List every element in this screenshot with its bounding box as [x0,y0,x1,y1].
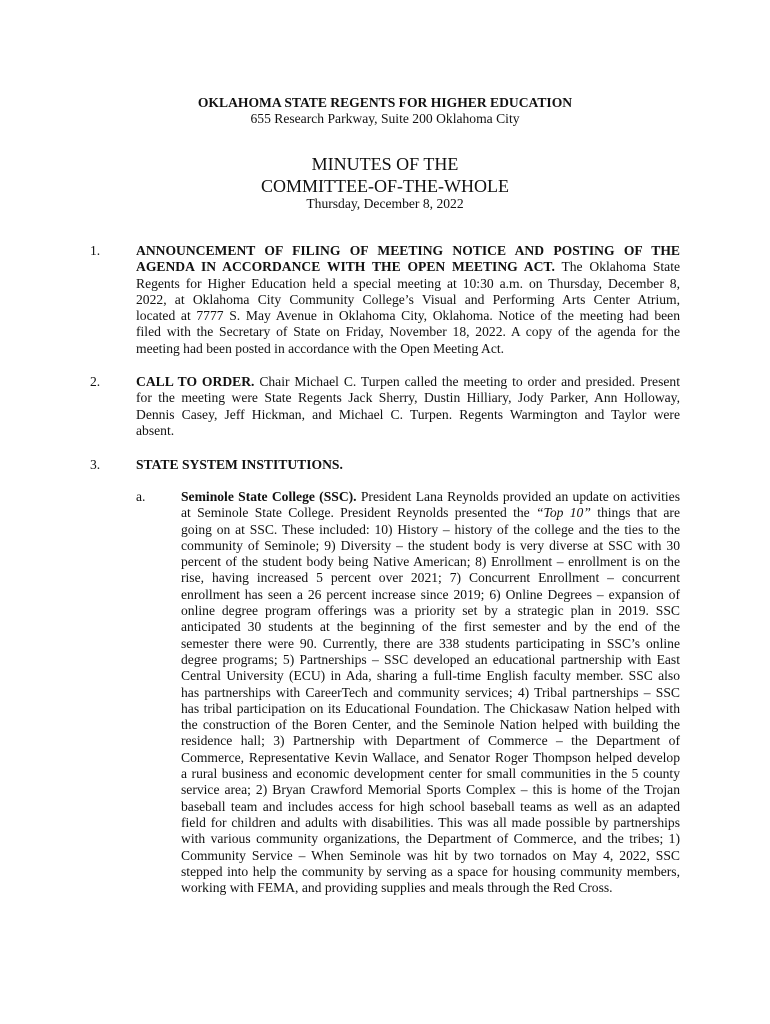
sub-item-a-line: stepped into help the community by serving as a space for housing community members, [181,863,680,879]
item-2-line: for the meeting were State Regents Jack Sherry, Dustin Hilliary, Jody Parker, Ann Holloway, [136,390,680,406]
organization-name: OKLAHOMA STATE REGENTS FOR HIGHER EDUCATION [197,95,573,110]
item-2-line: CALL TO ORDER. Chair Michael C. Turpen called the meeting to order and presided. Present [136,374,680,389]
sub-item-a-line: with various community organizations, the Department of Commerce, and the tribes; 1) [181,831,680,847]
sub-item-a-line: at Seminole State College. President Reynolds presented the “Top 10” things that are [181,505,680,521]
item-1-line: located at 7777 S. May Avenue in Oklahoma City, Oklahoma. Notice of the meeting had been [136,308,680,324]
sub-item-a-line: online degree program offerings was a priority set by a strategic plan in 2019. SSC [181,603,680,619]
sub-item-a-line: has partnerships with CareerTech and community services; 4) Tribal partnerships – SSC [181,684,680,700]
minutes-title-line1: MINUTES OF THE [311,154,459,174]
sub-item-a-line: semester there were 90. Currently, there are 338 students participating in SSC’s online [181,635,680,651]
item-1-line: filed with the Secretary of State on Friday, November 18, 2022. A copy of the agenda for the [136,324,680,340]
sub-item-a-line: community of Seminole; 9) Diversity – the student body is very diverse at SSC with 30 [181,537,680,553]
sub-item-a-paragraph [181,489,680,896]
sub-item-a-line: Community Service – When Seminole was hit by two tornados on May 4, 2022, SSC [181,847,680,863]
sub-item-a-line: Seminole State College (SSC). President Lana Reynolds provided an update on activities [181,489,680,504]
sub-item-a-line: rise, having increased 5 percent over 2021; 7) Concurrent Enrollment – concurrent [181,570,680,586]
item-number-1: 1. [90,243,101,258]
item-3-heading: STATE SYSTEM INSTITUTIONS. [136,457,343,472]
item-1-line: Regents for Higher Education held a special meeting at 10:30 a.m. on Thursday, December 8, [136,275,680,291]
sub-item-a-line: degree programs; 5) Partnerships – SSC developed an educational partnership with East [181,651,680,667]
sub-item-a-line: has tribal participation on its Educational Foundation. The Chickasaw Nation helped with [181,700,680,716]
organization-address: 655 Research Parkway, Suite 200 Oklahoma City [250,111,520,126]
sub-item-a-line: baseball team and includes access for high school baseball teams as well as an adapted [181,798,680,814]
minutes-title-line2: COMMITTEE-OF-THE-WHOLE [261,176,509,196]
sub-item-a-line: working with FEMA, and providing supplies and meals through the Red Cross. [181,880,613,896]
item-2-line: Dennis Casey, Jeff Hickman, and Michael C. Turpen. Regents Warmington and Taylor were [136,406,680,422]
item-number-2: 2. [90,374,101,389]
sub-item-letter-a: a. [136,489,146,504]
meeting-date: Thursday, December 8, 2022 [306,196,464,211]
sub-item-a-line: a rural business and economic development center for small communities in the 5 county [181,766,680,782]
item-number-3: 3. [90,457,101,472]
sub-item-a-body [181,522,680,897]
item-1-line: 2022, at Oklahoma City Community College’s Visual and Performing Arts Center Atrium, [136,291,680,307]
sub-item-a-line: service area; 2) Bryan Crawford Memorial Sports Complex – this is home of the Trojan [181,782,680,798]
sub-item-a-line: enrollment has seen a 26 percent increase since 2019; 6) Online Degrees – expansion of [181,586,680,602]
sub-item-a-line: anticipated 30 students at the beginning of the first semester and by the end of the [181,619,680,635]
sub-item-a-line: the construction of the Boren Center, and the Seminole Nation helped with building the [181,717,680,733]
item-1-line: AGENDA IN ACCORDANCE WITH THE OPEN MEETING ACT. The Oklahoma State [136,259,680,275]
sub-item-a-line: residence hall; 3) Partnership with Department of Commerce – the Department of [181,733,680,749]
sub-item-a-line: Central University (ECU) in Ada, sharing a full-time English faculty member. SSC also [181,668,680,684]
sub-item-a-line: percent of the student body being Native American; 8) Enrollment – enrollment is on the [181,554,680,570]
item-2-paragraph [136,374,680,439]
item-2-line: absent. [136,422,175,438]
item-1-line: meeting had been posted in accordance with the Open Meeting Act. [136,340,505,356]
sub-item-a-line: going on at SSC. These included: 10) History – history of the college and the ties to the [181,521,680,537]
sub-item-a-line: Commerce, Representative Kevin Wallace, and Senator Roger Thompson helped develop [181,749,680,765]
sub-item-a-line: field for children and adults with disabilities. This was all made possible by partnerships [181,814,680,830]
item-1-paragraph [136,243,680,357]
item-1-heading-line: ANNOUNCEMENT OF FILING OF MEETING NOTICE AND POSTING OF THE [136,243,680,258]
